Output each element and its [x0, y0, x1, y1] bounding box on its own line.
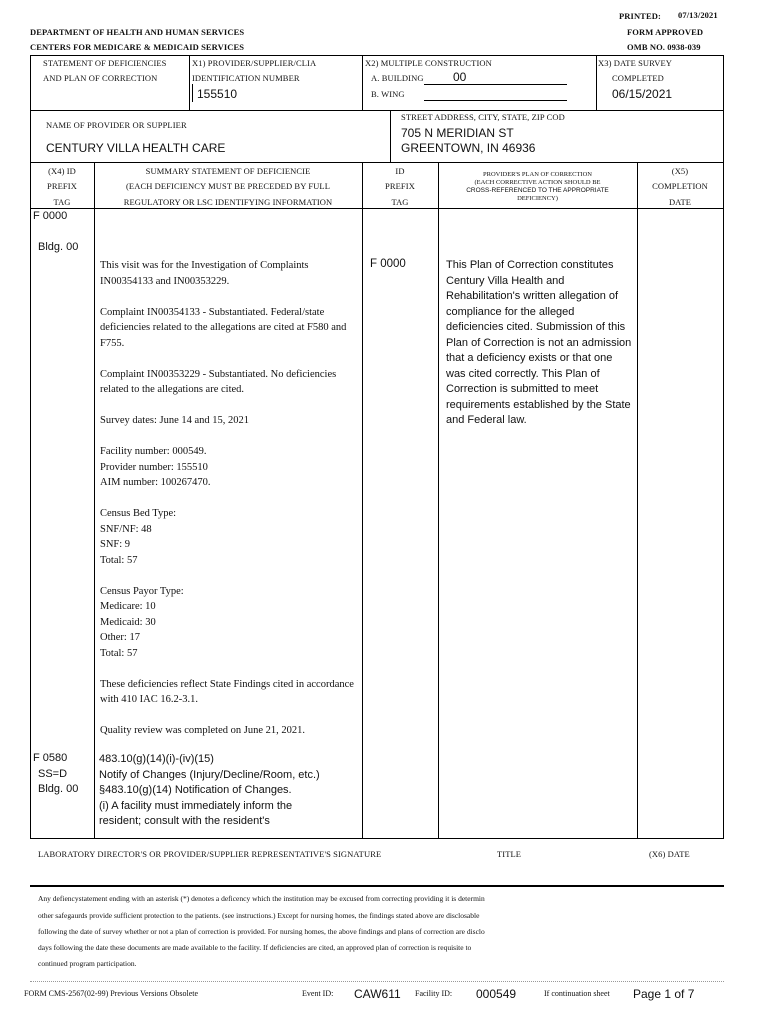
- tag-f0580-bldg: Bldg. 00: [38, 783, 79, 795]
- summary-paragraph-complaint-1: Complaint IN00354133 - Substantiated. Federal/state deficiencies related to the allegations are cited at F580 and F755.: [100, 306, 347, 349]
- event-id-label: Event ID:: [302, 989, 334, 998]
- printed-label: PRINTED:: [619, 11, 661, 21]
- rule-col-tag: [94, 162, 95, 838]
- x5-header-3: DATE: [668, 197, 692, 207]
- summary-header-3: REGULATORY OR LSC IDENTIFYING INFORMATION: [123, 197, 333, 207]
- x1-label-2: IDENTIFICATION NUMBER: [192, 73, 300, 83]
- page-number: Page 1 of 7: [633, 987, 695, 1001]
- department-name: DEPARTMENT OF HEALTH AND HUMAN SERVICES: [30, 27, 245, 37]
- x2-building-value: 00: [453, 70, 467, 84]
- form-number: FORM CMS-2567(02-99) Previous Versions Obsolete: [24, 989, 199, 998]
- summary-paragraph-census-bed: Census Bed Type: SNF/NF: 48 SNF: 9 Total: 57: [100, 508, 177, 566]
- statement-label: STATEMENT OF DEFICIENCIES: [43, 58, 167, 68]
- omb-number: OMB NO. 0938-039: [627, 42, 701, 52]
- rule-signature: [30, 838, 724, 839]
- tag-f0580-scope: SS=D: [38, 768, 68, 780]
- rule-x1: [189, 55, 190, 110]
- summary-text: [100, 258, 358, 754]
- x2-building-underline: [424, 84, 567, 85]
- summary-paragraph-complaint-2: Complaint IN00353229 - Substantiated. No deficiencies related to the allegations are cited.: [100, 368, 337, 395]
- continuation-label: If continuation sheet: [544, 989, 610, 998]
- id-header-3: TAG: [391, 197, 409, 207]
- rule-columns: [30, 162, 724, 163]
- rule-x3: [596, 55, 597, 110]
- plan-header-2: (EACH CORRECTIVE ACTION SHOULD BE: [474, 179, 601, 186]
- provider-name-label: NAME OF PROVIDER OR SUPPLIER: [46, 120, 187, 130]
- x2-wing-underline: [424, 100, 567, 101]
- x2-wing-label: B. WING: [371, 89, 405, 99]
- x3-label: X3) DATE SURVEY: [598, 58, 673, 68]
- summary-header: SUMMARY STATEMENT OF DEFICIENCIE: [145, 166, 311, 176]
- form-approved: FORM APPROVED: [627, 27, 704, 37]
- summary-paragraph-facility: Facility number: 000549. Provider number: 155510 AIM number: 100267470.: [100, 446, 211, 488]
- x4-header-3: TAG: [53, 197, 71, 207]
- statement-label-2: AND PLAN OF CORRECTION: [43, 73, 158, 83]
- x1-value-box-edge: [192, 84, 193, 102]
- address-label: STREET ADDRESS, CITY, STATE, ZIP COD: [401, 112, 565, 122]
- rule-address: [390, 110, 391, 162]
- signature-title: TITLE: [497, 849, 522, 859]
- signature-label: LABORATORY DIRECTOR'S OR PROVIDER/SUPPLIER REPRESENTATIVE'S SIGNATURE: [38, 849, 382, 859]
- rule-col-summary: [362, 162, 363, 838]
- rule-body: [30, 208, 724, 209]
- rule-top: [30, 55, 724, 56]
- plan-header-4: DEFICIENCY): [517, 195, 558, 202]
- x3-survey-date: 06/15/2021: [612, 87, 673, 101]
- plan-header-3: CROSS-REFERENCED TO THE APPROPRIATE: [466, 187, 609, 194]
- id-tag-f0000: F 0000: [370, 258, 406, 270]
- signature-date: (X6) DATE: [649, 849, 690, 859]
- summary-paragraph-survey-dates: Survey dates: June 14 and 15, 2021: [100, 415, 250, 426]
- rule-x2: [362, 55, 363, 110]
- rule-col-id: [438, 162, 439, 838]
- event-id-value: CAW611: [354, 987, 401, 1001]
- x1-provider-number: 155510: [197, 87, 238, 101]
- plan-header: PROVIDER'S PLAN OF CORRECTION: [483, 171, 592, 178]
- address-street: 705 N MERIDIAN ST: [401, 126, 514, 140]
- f580-regulation-text: 483.10(g)(14)(i)-(iv)(15) Notify of Changes (Injury/Decline/Room, etc.) §483.10(g)(14) Notification of Changes. (i) A facility must immediately inform the resident; consult with the resident's: [99, 753, 320, 827]
- disclaimer-line-5: continued program participation.: [38, 959, 137, 968]
- rule-footer: [30, 981, 724, 982]
- id-header: ID: [395, 166, 405, 176]
- summary-paragraph-investigation: This visit was for the Investigation of Complaints IN00354133 and IN00353229.: [100, 260, 309, 287]
- provider-name: CENTURY VILLA HEALTH CARE: [46, 141, 226, 155]
- centers-name: CENTERS FOR MEDICARE & MEDICAID SERVICES: [30, 42, 245, 52]
- summary-paragraph-state-findings: These deficiencies reflect State Findings cited in accordance with 410 IAC 16.2-3.1.: [100, 678, 354, 705]
- x3-label-2: COMPLETED: [612, 73, 664, 83]
- disclaimer-line-3: following the date of survey whether or not a plan of correction is provided. For nursing homes, the above findings and plans of correction are disclo: [38, 927, 485, 936]
- x4-header: (X4) ID: [48, 166, 76, 176]
- x4-header-2: PREFIX: [47, 181, 77, 191]
- x5-header-2: COMPLETION: [652, 181, 708, 191]
- x1-label: X1) PROVIDER/SUPPLIER/CLIA: [192, 58, 317, 68]
- x2-label: X2) MULTIPLE CONSTRUCTION: [365, 58, 492, 68]
- tag-f0000: F 0000: [33, 210, 68, 222]
- id-header-2: PREFIX: [385, 181, 415, 191]
- address-city: GREENTOWN, IN 46936: [401, 141, 536, 155]
- printed-date: 07/13/2021: [678, 10, 718, 20]
- disclaimer-line-2: other safegaurds provide sufficient protection to the patients. (see instructions.) Except for nursing homes, the findings stated above are disclosable: [38, 911, 480, 920]
- facility-id-value: 000549: [476, 987, 517, 1001]
- plan-of-correction-text: This Plan of Correction constitutes Century Villa Health and Rehabilitation's written allegation of compliance for the alleged deficiencies cited. Submission of this Plan of Correction is not an admission that a deficiency exists or that one was cited correctly. This Plan of Correction is submitted to meet requirements established by the State and Federal law.: [446, 259, 632, 426]
- rule-disclaimer: [30, 885, 724, 887]
- disclaimer-line-4: days following the date these documents are made available to the facility. If deficiencies are cited, an approved plan of correction is requisite to: [38, 943, 472, 952]
- disclaimer-line-1: Any defiencystatement ending with an asterisk (*) denotes a deficency which the institution may be excused from correcting providing it is determin: [38, 894, 485, 903]
- facility-id-label: Facility ID:: [415, 989, 453, 998]
- x5-header: (X5): [671, 166, 689, 176]
- summary-paragraph-quality-review: Quality review was completed on June 21, 2021.: [100, 725, 305, 736]
- summary-paragraph-census-payor: Census Payor Type: Medicare: 10 Medicaid: 30 Other: 17 Total: 57: [100, 585, 184, 659]
- x2-building-label: A. BUILDING: [371, 73, 424, 83]
- bldg-00: Bldg. 00: [38, 241, 79, 253]
- rule-provider: [30, 110, 724, 111]
- summary-header-2: (EACH DEFICIENCY MUST BE PRECEDED BY FULL: [125, 181, 331, 191]
- rule-col-plan: [637, 162, 638, 838]
- rule-right: [723, 55, 724, 838]
- tag-f0580: F 0580: [33, 752, 68, 764]
